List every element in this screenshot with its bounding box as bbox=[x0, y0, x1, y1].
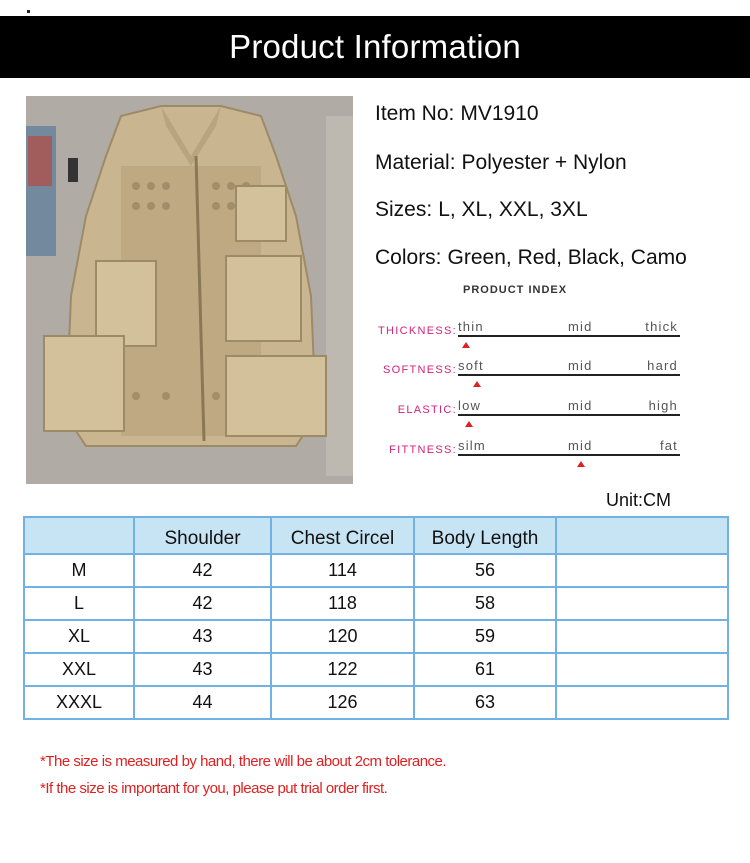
spec-sizes: Sizes: L, XL, XXL, 3XL bbox=[375, 198, 588, 221]
index-row-thickness bbox=[375, 317, 685, 347]
column-header: Chest Circel bbox=[271, 517, 414, 554]
column-header: Shoulder bbox=[134, 517, 271, 554]
scale-mid: mid bbox=[568, 358, 593, 373]
table-cell: 114 bbox=[271, 554, 414, 587]
index-scale bbox=[458, 317, 680, 337]
spec-item-no: Item No: MV1910 bbox=[375, 102, 539, 125]
scale-high: high bbox=[648, 398, 678, 413]
table-cell: 42 bbox=[134, 587, 271, 620]
column-header bbox=[24, 517, 134, 554]
table-row bbox=[24, 554, 728, 587]
index-row-fittness bbox=[375, 436, 685, 466]
scale-low: low bbox=[458, 398, 482, 413]
table-row bbox=[24, 686, 728, 719]
index-marker-icon bbox=[577, 461, 585, 467]
scale-mid: mid bbox=[568, 438, 593, 453]
table-cell: 122 bbox=[271, 653, 414, 686]
table-cell: 56 bbox=[414, 554, 556, 587]
table-cell: 43 bbox=[134, 620, 271, 653]
index-label: THICKNESS: bbox=[377, 325, 457, 337]
table-cell: 126 bbox=[271, 686, 414, 719]
index-marker-icon bbox=[473, 381, 481, 387]
index-marker-icon bbox=[462, 342, 470, 348]
table-cell: XL bbox=[24, 620, 134, 653]
spec-colors: Colors: Green, Red, Black, Camo bbox=[375, 246, 687, 269]
table-cell: 58 bbox=[414, 587, 556, 620]
table-cell: XXL bbox=[24, 653, 134, 686]
scale-low: thin bbox=[458, 319, 484, 334]
index-scale bbox=[458, 436, 680, 456]
index-scale bbox=[458, 396, 680, 416]
table-row bbox=[24, 620, 728, 653]
table-cell: M bbox=[24, 554, 134, 587]
table-cell: 61 bbox=[414, 653, 556, 686]
index-scale bbox=[458, 356, 680, 376]
page-title: Product Information bbox=[0, 16, 750, 78]
scale-mid: mid bbox=[568, 319, 593, 334]
column-header: Body Length bbox=[414, 517, 556, 554]
trial-order-note: *If the size is important for you, please put trial order first. bbox=[40, 780, 388, 797]
table-cell bbox=[556, 554, 728, 587]
table-cell: 43 bbox=[134, 653, 271, 686]
product-index-title: PRODUCT INDEX bbox=[463, 284, 568, 296]
table-cell bbox=[556, 686, 728, 719]
size-table bbox=[23, 516, 729, 720]
table-cell: 118 bbox=[271, 587, 414, 620]
product-photo bbox=[26, 96, 353, 484]
index-marker-icon bbox=[465, 421, 473, 427]
scale-low: silm bbox=[458, 438, 486, 453]
scale-low: soft bbox=[458, 358, 484, 373]
scale-high: fat bbox=[659, 438, 678, 453]
table-cell: L bbox=[24, 587, 134, 620]
tolerance-note: *The size is measured by hand, there will be about 2cm tolerance. bbox=[40, 753, 447, 770]
table-row bbox=[24, 587, 728, 620]
table-cell: 44 bbox=[134, 686, 271, 719]
index-row-elastic bbox=[375, 396, 685, 426]
corner-mark bbox=[27, 10, 30, 13]
index-label: ELASTIC: bbox=[397, 404, 457, 416]
table-cell: 120 bbox=[271, 620, 414, 653]
table-row bbox=[24, 653, 728, 686]
table-cell: 59 bbox=[414, 620, 556, 653]
table-cell bbox=[556, 620, 728, 653]
table-header-row bbox=[24, 517, 728, 554]
table-cell: 42 bbox=[134, 554, 271, 587]
scale-high: hard bbox=[647, 358, 678, 373]
column-header bbox=[556, 517, 728, 554]
scale-high: thick bbox=[645, 319, 678, 334]
index-row-softness bbox=[375, 356, 685, 386]
scale-mid: mid bbox=[568, 398, 593, 413]
spec-material: Material: Polyester + Nylon bbox=[375, 151, 627, 174]
index-label: SOFTNESS: bbox=[382, 364, 457, 376]
table-cell: 63 bbox=[414, 686, 556, 719]
table-cell bbox=[556, 653, 728, 686]
index-label: FITTNESS: bbox=[389, 444, 457, 456]
table-cell: XXXL bbox=[24, 686, 134, 719]
unit-label: Unit:CM bbox=[606, 490, 672, 510]
table-cell bbox=[556, 587, 728, 620]
